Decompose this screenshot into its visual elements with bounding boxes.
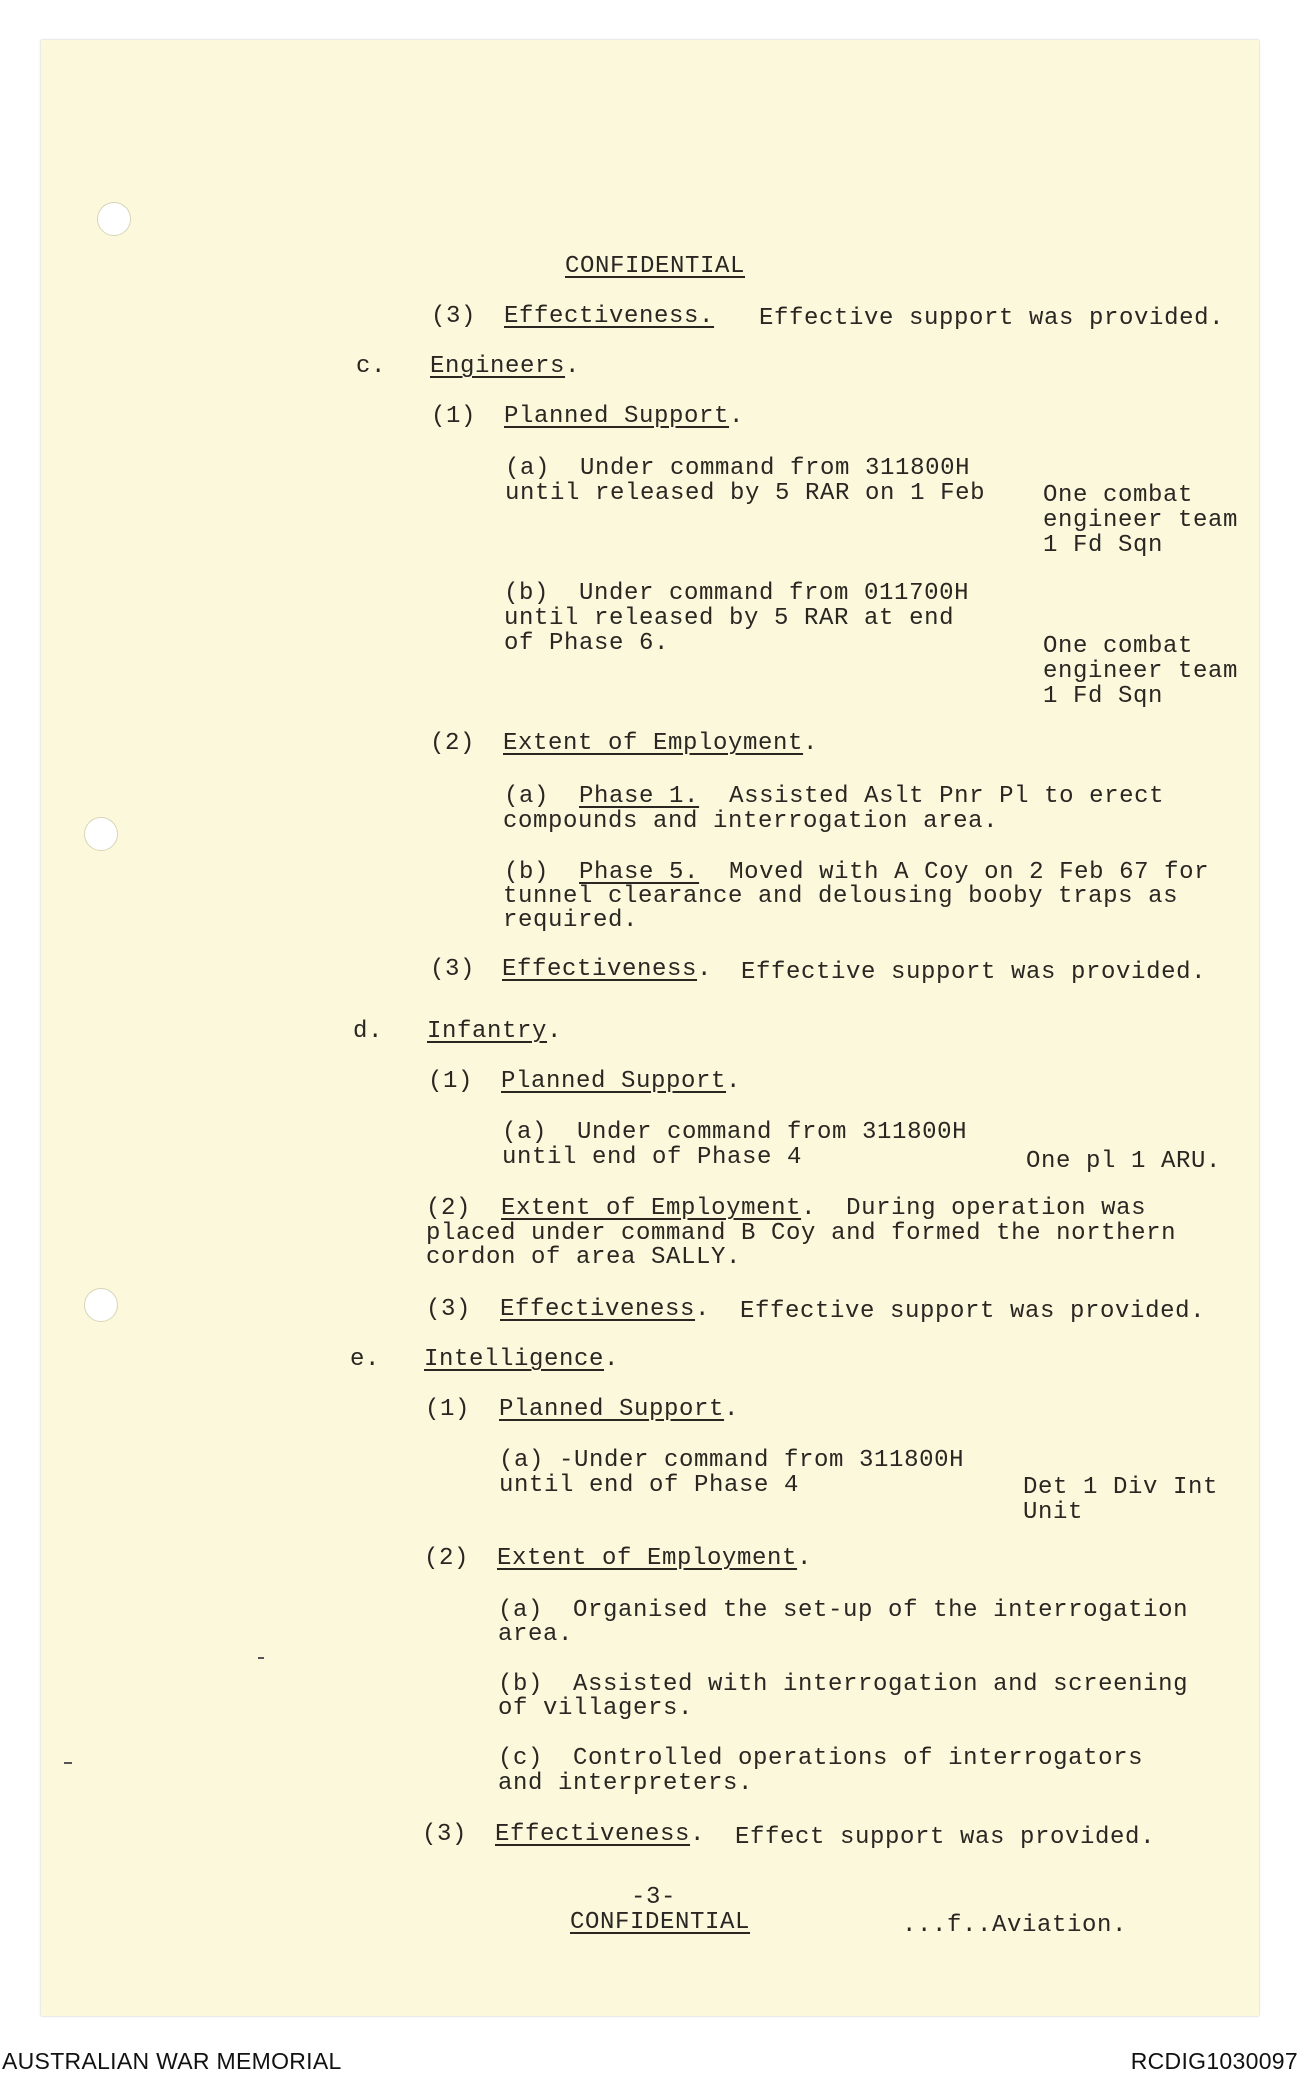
page-number: -3- bbox=[631, 1884, 677, 1911]
item-number: (2) bbox=[430, 730, 476, 757]
subheading: Planned Support. bbox=[499, 1396, 740, 1423]
paragraph-line: (a) Under command from 311800H bbox=[502, 1119, 968, 1146]
subheading: Effectiveness. bbox=[502, 956, 713, 983]
paragraph-line: (c) Controlled operations of interrogators bbox=[498, 1745, 1144, 1772]
unit-text: 1 Fd Sqn bbox=[1043, 532, 1164, 559]
paragraph-line bbox=[504, 860, 1209, 885]
punch-hole-middle bbox=[84, 817, 118, 851]
subheading: Planned Support. bbox=[504, 403, 745, 430]
section-title: Engineers. bbox=[430, 353, 581, 380]
item-label: (a) bbox=[504, 783, 550, 810]
paragraph-text: Effect support was provided. bbox=[735, 1824, 1156, 1851]
paper-mark bbox=[258, 1657, 264, 1659]
unit-text: Det 1 Div Int bbox=[1023, 1474, 1219, 1501]
section-letter: d. bbox=[353, 1018, 384, 1045]
unit-text: engineer team bbox=[1043, 507, 1239, 534]
phase-label: Phase 1. bbox=[579, 783, 700, 810]
subheading-text: Effectiveness bbox=[495, 1821, 691, 1848]
subheading-text: Planned Support bbox=[499, 1396, 725, 1423]
subheading: Effectiveness. bbox=[500, 1296, 711, 1323]
subheading: Effectiveness. bbox=[504, 303, 715, 330]
subheading-text: Extent of Employment bbox=[503, 730, 804, 757]
subheading: Effectiveness. bbox=[495, 1821, 706, 1848]
punch-hole-top bbox=[97, 202, 131, 236]
unit-text: 1 Fd Sqn bbox=[1043, 683, 1164, 710]
item-number: (2) bbox=[424, 1545, 470, 1572]
item-number: (2) bbox=[426, 1195, 472, 1222]
paragraph-line: compounds and interrogation area. bbox=[503, 808, 999, 835]
item-number: (3) bbox=[430, 956, 476, 983]
paragraph-line: until released by 5 RAR at end bbox=[504, 605, 955, 632]
section-letter: c. bbox=[356, 353, 387, 380]
item-text: Assisted Aslt Pnr Pl to erect bbox=[729, 783, 1165, 810]
paragraph-line: and interpreters. bbox=[498, 1770, 754, 1797]
header-classification: CONFIDENTIAL bbox=[565, 253, 746, 280]
subheading-text: Planned Support bbox=[501, 1068, 727, 1095]
paragraph-line: (2) Extent of Employment. During operation was bbox=[426, 1195, 1147, 1222]
unit-text: engineer team bbox=[1043, 658, 1239, 685]
paragraph-line: until end of Phase 4 bbox=[499, 1472, 800, 1499]
subheading: Extent of Employment. bbox=[503, 730, 819, 757]
archive-id: RCDIG1030097 bbox=[1130, 2048, 1298, 2074]
subheading: Extent of Employment. bbox=[497, 1545, 813, 1572]
subheading-text: Effectiveness bbox=[502, 956, 698, 983]
paragraph-line: (b) Assisted with interrogation and screening bbox=[498, 1671, 1189, 1698]
paragraph-line: until released by 5 RAR on 1 Feb bbox=[505, 480, 986, 507]
paragraph-line: of villagers. bbox=[498, 1695, 694, 1722]
footer-classification: CONFIDENTIAL bbox=[570, 1909, 751, 1936]
paragraph-line bbox=[504, 784, 1164, 809]
item-text: During operation was bbox=[846, 1195, 1147, 1222]
item-number: (1) bbox=[431, 403, 477, 430]
paragraph-line: cordon of area SALLY. bbox=[426, 1244, 742, 1271]
paragraph-line: until end of Phase 4 bbox=[502, 1144, 803, 1171]
section-title-text: Engineers bbox=[430, 353, 566, 380]
item-number: (1) bbox=[428, 1068, 474, 1095]
item-label: (b) bbox=[504, 859, 550, 886]
section-title-text: Intelligence bbox=[424, 1346, 605, 1373]
paper-mark bbox=[64, 1762, 72, 1764]
section-title-text: Infantry bbox=[427, 1018, 548, 1045]
phase-label: Phase 5. bbox=[579, 859, 700, 886]
paragraph-line: tunnel clearance and delousing booby traps as bbox=[503, 883, 1179, 910]
section-title: Intelligence. bbox=[424, 1346, 620, 1373]
unit-text: One combat bbox=[1043, 482, 1194, 509]
unit-text: Unit bbox=[1023, 1499, 1084, 1526]
unit-text: One pl 1 ARU. bbox=[1026, 1148, 1222, 1175]
archive-label: AUSTRALIAN WAR MEMORIAL bbox=[2, 2048, 342, 2074]
subheading-text: Planned Support bbox=[504, 403, 730, 430]
paragraph-text: Effective support was provided. bbox=[759, 305, 1225, 332]
subheading-text: Extent of Employment bbox=[501, 1195, 802, 1222]
section-title: Infantry. bbox=[427, 1018, 563, 1045]
unit-text: One combat bbox=[1043, 633, 1194, 660]
paragraph-line: required. bbox=[503, 907, 639, 934]
paragraph-line: area. bbox=[498, 1621, 574, 1648]
punch-hole-bottom bbox=[84, 1288, 118, 1322]
paragraph-line: of Phase 6. bbox=[504, 630, 670, 657]
paragraph-line: (a) Organised the set-up of the interrogation bbox=[498, 1597, 1189, 1624]
item-number: (3) bbox=[431, 303, 477, 330]
item-number: (1) bbox=[425, 1396, 471, 1423]
subheading-text: Extent of Employment bbox=[497, 1545, 798, 1572]
item-number: (3) bbox=[422, 1821, 468, 1848]
section-letter: e. bbox=[350, 1346, 381, 1373]
paragraph-line: (b) Under command from 011700H bbox=[504, 580, 970, 607]
item-text: Moved with A Coy on 2 Feb 67 for bbox=[729, 859, 1210, 886]
subheading-text: Effectiveness bbox=[500, 1296, 696, 1323]
item-number: (3) bbox=[426, 1296, 472, 1323]
paragraph-line: (a) Under command from 311800H bbox=[505, 455, 971, 482]
paragraph-text: Effective support was provided. bbox=[741, 959, 1207, 986]
paragraph-line: (a) -Under command from 311800H bbox=[499, 1447, 965, 1474]
continuation-text: ...f..Aviation. bbox=[902, 1912, 1128, 1939]
subheading: Planned Support. bbox=[501, 1068, 742, 1095]
paragraph-text: Effective support was provided. bbox=[740, 1298, 1206, 1325]
paragraph-line: placed under command B Coy and formed the northern bbox=[426, 1220, 1177, 1247]
